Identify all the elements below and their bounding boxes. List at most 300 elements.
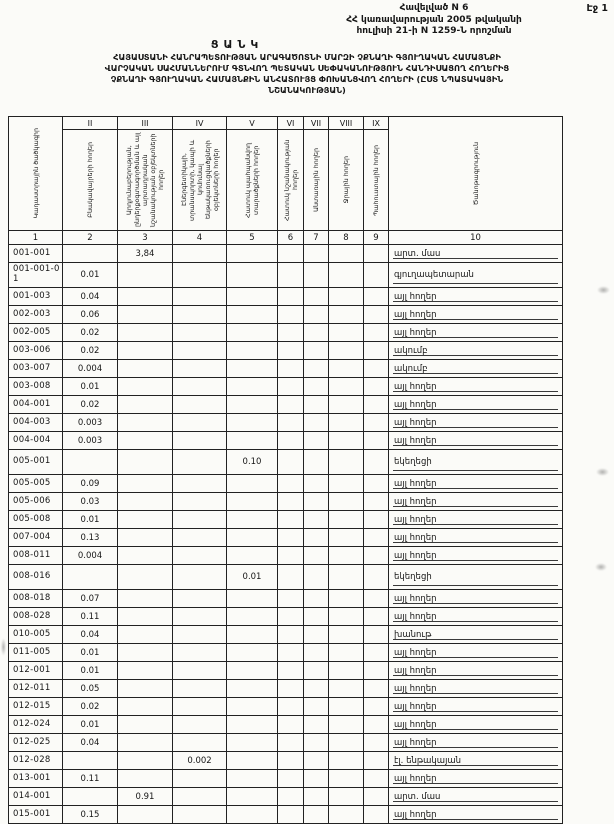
cell-note: այլ հողեր: [389, 770, 563, 788]
cell-note: այլ հողեր: [389, 511, 563, 529]
cell-area-value: [278, 806, 304, 824]
cell-note: այլ հողեր: [389, 324, 563, 342]
cell-area-value: [118, 306, 173, 324]
cell-cadastral-code: 004-004: [9, 432, 63, 450]
subtitle-line: ՆՇԱՆԱԿՈՒԹՅԱՆ): [268, 84, 346, 95]
cell-area-value: [329, 475, 364, 493]
cell-cadastral-code: 012-001: [9, 662, 63, 680]
cell-area-value: [278, 450, 304, 475]
cell-area-value: [227, 511, 278, 529]
cell-area-value: [173, 288, 227, 306]
cell-area-value: [118, 716, 173, 734]
table-row: [9, 306, 563, 324]
column-number: 5: [227, 231, 278, 245]
cell-area-value: [329, 432, 364, 450]
land-transfer-table: [8, 116, 563, 824]
cell-cadastral-code: 012-011: [9, 680, 63, 698]
roman-numeral: III: [118, 117, 172, 130]
cell-area-value: [364, 306, 389, 324]
cell-area-value: [118, 806, 173, 824]
cell-area-value: [364, 324, 389, 342]
cell-area-value: [278, 680, 304, 698]
cell-area-value: 0.03: [63, 493, 118, 511]
cell-area-value: [227, 734, 278, 752]
cell-area-value: [118, 396, 173, 414]
cell-area-value: [278, 529, 304, 547]
cell-area-value: 0.002: [173, 752, 227, 770]
cell-area-value: [278, 565, 304, 590]
table-row: [9, 288, 563, 306]
table-row: [9, 263, 563, 288]
cell-area-value: [173, 342, 227, 360]
cell-area-value: [278, 662, 304, 680]
cell-area-value: [278, 263, 304, 288]
table-row: [9, 752, 563, 770]
column-label: Հատուկ նշանակության հողեր: [282, 139, 299, 221]
cell-area-value: [173, 547, 227, 565]
table-row: [9, 716, 563, 734]
cell-note: այլ հողեր: [389, 493, 563, 511]
cell-area-value: [173, 511, 227, 529]
cell-area-value: [329, 565, 364, 590]
cell-cadastral-code: 002-005: [9, 324, 63, 342]
cell-area-value: [118, 698, 173, 716]
table-row: [9, 770, 563, 788]
cell-area-value: [304, 342, 329, 360]
cell-cadastral-code: 008-028: [9, 608, 63, 626]
cell-area-value: [304, 511, 329, 529]
cell-area-value: [304, 662, 329, 680]
cell-area-value: [118, 414, 173, 432]
cell-area-value: [173, 450, 227, 475]
cell-area-value: [227, 245, 278, 263]
cell-area-value: [227, 680, 278, 698]
cell-area-value: [227, 608, 278, 626]
cell-area-value: 0.003: [63, 432, 118, 450]
cell-area-value: 0.02: [63, 396, 118, 414]
cell-area-value: [173, 529, 227, 547]
cell-area-value: [364, 680, 389, 698]
cell-area-value: 0.04: [63, 626, 118, 644]
scan-artifact: [597, 286, 610, 294]
cell-area-value: 0.02: [63, 324, 118, 342]
cell-cadastral-code: 001-001-01: [9, 263, 63, 288]
cell-note: այլ հողեր: [389, 288, 563, 306]
cell-area-value: [364, 806, 389, 824]
cell-area-value: 0.07: [63, 590, 118, 608]
cell-area-value: [278, 493, 304, 511]
cell-cadastral-code: 003-008: [9, 378, 63, 396]
cell-note: եկեղեցի: [389, 450, 563, 475]
cell-area-value: [304, 752, 329, 770]
cell-cadastral-code: 008-016: [9, 565, 63, 590]
cell-area-value: [304, 306, 329, 324]
cell-cadastral-code: 005-001: [9, 450, 63, 475]
cell-area-value: 0.13: [63, 529, 118, 547]
cell-area-value: [118, 547, 173, 565]
cell-area-value: [278, 475, 304, 493]
appendix-reference: [284, 3, 584, 38]
cell-area-value: [329, 360, 364, 378]
cell-area-value: [329, 511, 364, 529]
cell-area-value: 0.01: [63, 378, 118, 396]
cell-area-value: [364, 590, 389, 608]
cell-area-value: [329, 590, 364, 608]
cell-area-value: [304, 263, 329, 288]
cell-area-value: [227, 716, 278, 734]
cell-area-value: [364, 493, 389, 511]
cell-area-value: [304, 590, 329, 608]
cell-area-value: [118, 263, 173, 288]
cell-area-value: [304, 396, 329, 414]
cell-note: այլ հողեր: [389, 414, 563, 432]
cell-area-value: [364, 662, 389, 680]
cell-cadastral-code: 008-018: [9, 590, 63, 608]
column-label: Էներգետիկայի, տրանսպորտի, կապի և կոմունալ ենթակառուցվածքների օբյեկտների հողեր: [179, 139, 220, 221]
cell-area-value: 0.01: [63, 263, 118, 288]
cell-area-value: [173, 414, 227, 432]
table-row: [9, 245, 563, 263]
cell-area-value: [278, 590, 304, 608]
column-number: 1: [9, 231, 63, 245]
cell-area-value: [227, 752, 278, 770]
roman-numeral: IX: [364, 117, 388, 130]
cell-area-value: [364, 752, 389, 770]
cell-area-value: [364, 770, 389, 788]
cell-cadastral-code: 001-001: [9, 245, 63, 263]
cell-cadastral-code: 012-024: [9, 716, 63, 734]
column-label: Անտառային հողեր: [312, 148, 320, 212]
table-row: [9, 806, 563, 824]
cell-note: արտ. մաս: [389, 788, 563, 806]
cell-area-value: [278, 770, 304, 788]
column-header-infrastructure-lands: [173, 117, 227, 231]
table-row: [9, 529, 563, 547]
cell-cadastral-code: 002-003: [9, 306, 63, 324]
cell-area-value: 0.15: [63, 806, 118, 824]
document-title: ՑԱՆԿ: [210, 38, 264, 51]
table-header: [9, 117, 563, 231]
cell-area-value: [118, 680, 173, 698]
cell-cadastral-code: 005-008: [9, 511, 63, 529]
cell-area-value: 0.04: [63, 288, 118, 306]
table-row: [9, 324, 563, 342]
subtitle-line: ՀԱՅԱՍՏԱՆԻ ՀԱՆՐԱՊԵՏՈՒԹՅԱՆ ԱՐԱԳԱԾՈՏՆԻ ՄԱՐԶԻ ՉՔՆԱՂԻ ԳՅՈՒՂԱԿԱՆ ՀԱՄԱՅՆՔԻ: [113, 52, 501, 62]
cell-area-value: [364, 626, 389, 644]
cell-area-value: [63, 450, 118, 475]
cell-area-value: [304, 788, 329, 806]
cell-area-value: [304, 565, 329, 590]
cell-area-value: 3,84: [118, 245, 173, 263]
column-header-protected-lands: [227, 117, 278, 231]
cell-area-value: [173, 263, 227, 288]
cell-area-value: 0.004: [63, 547, 118, 565]
table-row: [9, 565, 563, 590]
column-header-special-purpose-lands: [278, 117, 304, 231]
cell-area-value: [278, 734, 304, 752]
cell-area-value: [329, 716, 364, 734]
cell-cadastral-code: 013-001: [9, 770, 63, 788]
cell-note: էլ. ենթակայան: [389, 752, 563, 770]
cell-area-value: [118, 608, 173, 626]
table-row: [9, 608, 563, 626]
cell-cadastral-code: 004-003: [9, 414, 63, 432]
cell-area-value: [227, 770, 278, 788]
cell-note: այլ հողեր: [389, 396, 563, 414]
scan-artifact: [595, 563, 607, 571]
cell-area-value: [118, 432, 173, 450]
cell-area-value: [173, 396, 227, 414]
cell-cadastral-code: 012-028: [9, 752, 63, 770]
cell-area-value: [304, 626, 329, 644]
cell-area-value: [304, 806, 329, 824]
cell-area-value: 0.06: [63, 306, 118, 324]
cell-note: այլ հողեր: [389, 680, 563, 698]
cell-cadastral-code: 014-001: [9, 788, 63, 806]
cell-area-value: [304, 547, 329, 565]
table-row: [9, 432, 563, 450]
table-row: [9, 360, 563, 378]
column-header-forest-lands: [304, 117, 329, 231]
table-row: [9, 644, 563, 662]
cell-area-value: [304, 450, 329, 475]
cell-area-value: [329, 396, 364, 414]
cell-area-value: [118, 511, 173, 529]
cell-area-value: 0.02: [63, 698, 118, 716]
cell-area-value: [329, 788, 364, 806]
cell-area-value: 0.02: [63, 342, 118, 360]
table-row: [9, 511, 563, 529]
column-label: Ծանոթագրություն: [471, 141, 480, 206]
cell-area-value: [118, 360, 173, 378]
column-label: Ջրային հողեր: [342, 156, 350, 204]
cell-cadastral-code: 005-005: [9, 475, 63, 493]
cell-area-value: [278, 626, 304, 644]
cell-area-value: [364, 475, 389, 493]
cell-area-value: [227, 698, 278, 716]
column-number: 6: [278, 231, 304, 245]
cell-area-value: 0.01: [63, 662, 118, 680]
cell-area-value: [278, 378, 304, 396]
cell-note: այլ հողեր: [389, 306, 563, 324]
cell-area-value: [304, 608, 329, 626]
table-body: [9, 231, 563, 824]
cell-area-value: 0.04: [63, 734, 118, 752]
cell-area-value: [227, 475, 278, 493]
column-number: 10: [389, 231, 563, 245]
cell-area-value: [278, 360, 304, 378]
cell-area-value: [278, 698, 304, 716]
cell-note: այլ հողեր: [389, 806, 563, 824]
cell-area-value: [364, 644, 389, 662]
cell-area-value: [364, 734, 389, 752]
cell-note: այլ հողեր: [389, 432, 563, 450]
cell-area-value: 0.11: [63, 608, 118, 626]
cell-area-value: [304, 529, 329, 547]
column-number: 7: [304, 231, 329, 245]
cell-area-value: [227, 788, 278, 806]
cell-note: գյուղապետարան: [389, 263, 563, 288]
cell-area-value: [329, 263, 364, 288]
cell-area-value: [329, 662, 364, 680]
cell-area-value: [227, 493, 278, 511]
cell-area-value: [227, 414, 278, 432]
cell-area-value: [173, 324, 227, 342]
cell-area-value: [304, 716, 329, 734]
cell-area-value: [364, 245, 389, 263]
cell-area-value: [173, 680, 227, 698]
cell-area-value: [118, 662, 173, 680]
cell-area-value: [304, 324, 329, 342]
cell-area-value: [304, 680, 329, 698]
cell-area-value: 0.11: [63, 770, 118, 788]
cell-area-value: [364, 529, 389, 547]
cell-cadastral-code: 005-006: [9, 493, 63, 511]
roman-numeral: VII: [304, 117, 328, 130]
cell-note: այլ հողեր: [389, 644, 563, 662]
cell-area-value: [364, 396, 389, 414]
cell-area-value: [329, 626, 364, 644]
cell-area-value: [278, 414, 304, 432]
column-number: 3: [118, 231, 173, 245]
cell-note: այլ հողեր: [389, 590, 563, 608]
cell-area-value: [304, 378, 329, 396]
cell-area-value: [304, 734, 329, 752]
column-number: 4: [173, 231, 227, 245]
table-row: [9, 475, 563, 493]
table-row: [9, 378, 563, 396]
column-header-reserve-lands: [364, 117, 389, 231]
cell-area-value: [329, 680, 364, 698]
cell-area-value: [364, 378, 389, 396]
subtitle-line: ՉՔՆԱՂԻ ԳՅՈՒՂԱԿԱՆ ՀԱՄԱՅՆՔԻՆ ԱՆՀԱՏՈՒՅՑ ՓՈԽԱՆՑՎՈՂ ՀՈՂԵՐԻ (ԸՍՏ ՆՊԱՏԱԿԱՅԻՆ: [110, 73, 504, 84]
cell-area-value: [278, 752, 304, 770]
cell-area-value: [118, 493, 173, 511]
cell-area-value: 0.003: [63, 414, 118, 432]
cell-area-value: [227, 324, 278, 342]
cell-area-value: [329, 547, 364, 565]
cell-note: եկեղեցի: [389, 565, 563, 590]
cell-note: ակումբ: [389, 360, 563, 378]
cell-area-value: [278, 432, 304, 450]
cell-area-value: [63, 245, 118, 263]
cell-area-value: [364, 432, 389, 450]
cell-area-value: [278, 644, 304, 662]
table-row: [9, 342, 563, 360]
cell-area-value: [118, 770, 173, 788]
cell-area-value: [173, 644, 227, 662]
cell-area-value: [278, 396, 304, 414]
cell-area-value: 0.01: [63, 511, 118, 529]
cell-area-value: [364, 788, 389, 806]
table-row: [9, 396, 563, 414]
cell-note: այլ հողեր: [389, 716, 563, 734]
cell-area-value: [118, 565, 173, 590]
cell-area-value: [227, 396, 278, 414]
cell-area-value: [364, 565, 389, 590]
cell-area-value: [173, 378, 227, 396]
cell-area-value: [227, 378, 278, 396]
table-row: [9, 590, 563, 608]
cell-area-value: [364, 511, 389, 529]
cell-area-value: [364, 698, 389, 716]
cell-area-value: [364, 342, 389, 360]
cell-area-value: [304, 698, 329, 716]
cell-area-value: [173, 245, 227, 263]
cell-area-value: [278, 511, 304, 529]
cell-area-value: [173, 770, 227, 788]
cell-area-value: [329, 414, 364, 432]
column-header-industrial-lands: [118, 117, 173, 231]
table-row: [9, 662, 563, 680]
cell-area-value: [329, 770, 364, 788]
cell-note: ակումբ: [389, 342, 563, 360]
cell-area-value: [329, 806, 364, 824]
cell-area-value: [278, 324, 304, 342]
cell-area-value: [227, 306, 278, 324]
column-label: Հատուկ պահպանվող տարածքների հողեր: [244, 142, 260, 218]
cell-note: այլ հողեր: [389, 662, 563, 680]
cell-area-value: [329, 752, 364, 770]
cell-area-value: [329, 288, 364, 306]
cell-area-value: 0.01: [227, 565, 278, 590]
column-header-water-lands: [329, 117, 364, 231]
roman-numeral: II: [63, 117, 117, 130]
subtitle-line: ՎԱՐՉԱԿԱՆ ՍԱՀՄԱՆՆԵՐՈՒՄ ԳՏՆՎՈՂ ՊԵՏԱԿԱՆ ՍԵՓԱԿԱՆՈՒԹՅՈՒՆ ՀԱՆԴԻՍԱՑՈՂ ՀՈՂԵՐԻՑ: [104, 62, 510, 73]
cell-area-value: [304, 414, 329, 432]
cell-area-value: [304, 288, 329, 306]
cell-area-value: 0.10: [227, 450, 278, 475]
document-subtitle: [16, 52, 598, 96]
cell-area-value: [118, 342, 173, 360]
cell-area-value: [364, 263, 389, 288]
cell-area-value: [364, 716, 389, 734]
cell-area-value: [227, 590, 278, 608]
cell-area-value: [227, 529, 278, 547]
cell-area-value: [173, 432, 227, 450]
roman-numeral: VI: [278, 117, 303, 130]
table-row: [9, 414, 563, 432]
cell-area-value: [227, 342, 278, 360]
cell-area-value: [304, 360, 329, 378]
cell-area-value: [173, 590, 227, 608]
cell-cadastral-code: 003-007: [9, 360, 63, 378]
cell-area-value: [118, 475, 173, 493]
cell-area-value: [118, 734, 173, 752]
cell-cadastral-code: 004-001: [9, 396, 63, 414]
cell-area-value: [278, 716, 304, 734]
cell-area-value: [329, 324, 364, 342]
cell-area-value: [304, 475, 329, 493]
cell-area-value: [364, 288, 389, 306]
cell-area-value: [173, 306, 227, 324]
roman-numeral: IV: [173, 117, 226, 130]
cell-note: այլ հողեր: [389, 475, 563, 493]
table-row: [9, 626, 563, 644]
cell-area-value: [173, 565, 227, 590]
cell-area-value: [173, 806, 227, 824]
cell-area-value: [173, 360, 227, 378]
cell-area-value: [364, 414, 389, 432]
cell-area-value: [278, 288, 304, 306]
cell-area-value: [329, 493, 364, 511]
cell-area-value: [173, 788, 227, 806]
column-label: Պահուստային հողեր: [372, 144, 380, 216]
appendix-line: Հավելված N 6: [399, 3, 469, 13]
cell-cadastral-code: 007-004: [9, 529, 63, 547]
cell-area-value: [278, 608, 304, 626]
cell-area-value: [364, 450, 389, 475]
